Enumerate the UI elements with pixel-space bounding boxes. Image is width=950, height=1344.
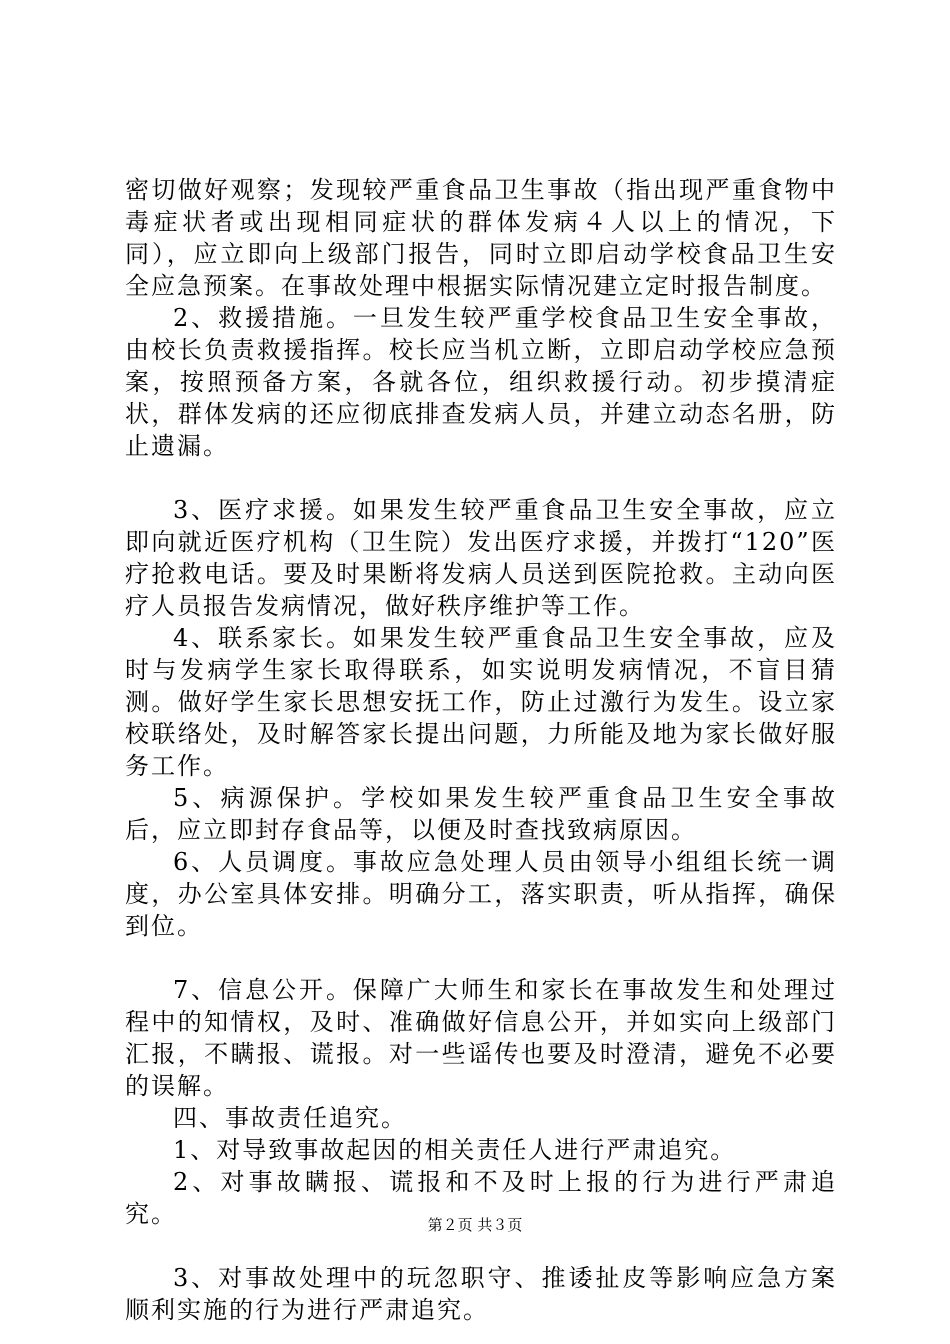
paragraph-accountability-1: 1、对导致事故起因的相关责任人进行严肃追究。 bbox=[173, 1136, 737, 1164]
paragraph-medical-aid: 3、医疗求援。如果发生较严重食品卫生安全事故，应立即向就近医疗机构（卫生院）发出医疗求援，并拨打“120”医疗抢救电话。要及时果断将发病人员送到医院抢救。主动向医疗人员报告发病情况，做好秩序维护等工作。 bbox=[125, 496, 837, 620]
document-body bbox=[125, 174, 837, 1326]
page-number-footer: 第２页 共３页 bbox=[427, 1216, 523, 1234]
paragraph-source-protection: 5、病源保护。学校如果发生较严重食品卫生安全事故后，应立即封存食品等，以便及时查找致病原因。 bbox=[125, 784, 837, 844]
paragraph-observation: 密切做好观察；发现较严重食品卫生事故（指出现严重食物中毒症状者或出现相同症状的群体发病４人以上的情况，下同），应立即向上级部门报告，同时立即启动学校食品卫生安全应急预案。在事故处理中根据实际情况建立定时报告制度。 bbox=[125, 176, 837, 300]
paragraph-staff-dispatch: 6、人员调度。事故应急处理人员由领导小组组长统一调度，办公室具体安排。明确分工，落实职责，听从指挥，确保到位。 bbox=[125, 848, 837, 940]
paragraph-accountability-2: 2、对事故瞒报、谎报和不及时上报的行为进行严肃追究。 bbox=[125, 1168, 837, 1228]
paragraph-rescue-measures: 2、救援措施。一旦发生较严重学校食品卫生安全事故，由校长负责救援指挥。校长应当机立断，立即启动学校应急预案，按照预备方案，各就各位，组织救援行动。初步摸清症状，群体发病的还应彻底排查发病人员，并建立动态名册，防止遗漏。 bbox=[125, 304, 837, 460]
section-heading-accountability: 四、事故责任追究。 bbox=[173, 1104, 407, 1132]
paragraph-accountability-3: 3、对事故处理中的玩忽职守、推诿扯皮等影响应急方案顺利实施的行为进行严肃追究。 bbox=[125, 1264, 837, 1324]
paragraph-contact-parents: 4、联系家长。如果发生较严重食品卫生安全事故，应及时与发病学生家长取得联系，如实说明发病情况，不盲目猜测。做好学生家长思想安抚工作，防止过激行为发生。设立家校联络处，及时解答家长提出问题，力所能及地为家长做好服务工作。 bbox=[125, 624, 837, 780]
paragraph-information-disclosure: 7、信息公开。保障广大师生和家长在事故发生和处理过程中的知情权，及时、准确做好信息公开，并如实向上级部门汇报，不瞒报、谎报。对一些谣传也要及时澄清，避免不必要的误解。 bbox=[125, 976, 837, 1100]
